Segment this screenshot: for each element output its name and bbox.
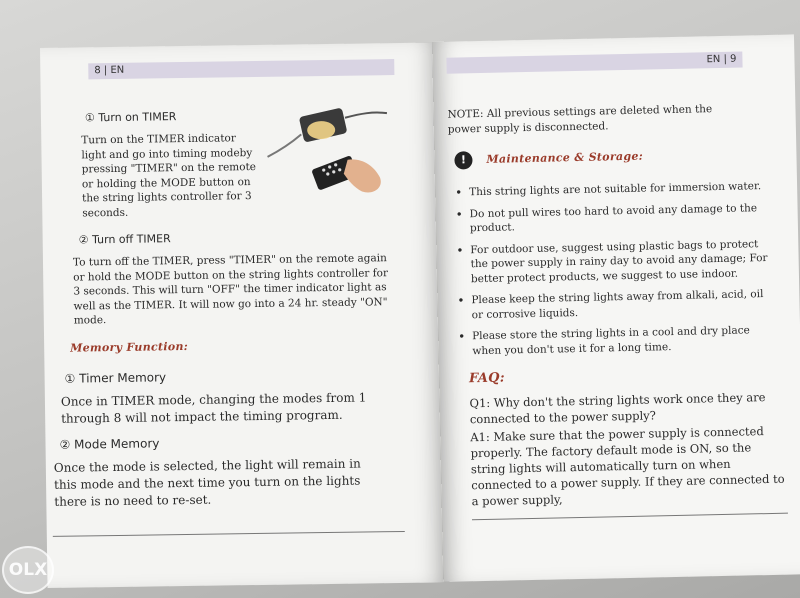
turn-off-timer-heading: ② Turn off TIMER — [78, 232, 171, 247]
left-page-number: 8 | EN — [94, 64, 125, 77]
faq-answer-1: A1: Make sure that the power supply is connected properly. The factory default mode is ON, so the string lights will automatically turn on when connected to a power supply. If they are connected to a power supply, — [470, 424, 785, 509]
turn-off-timer-text: To turn off the TIMER, press "TIMER" on the remote again or hold the MODE button on the string lights controller for 3 seconds. This will turn "OFF" the timer indicator light as well as the TIMER. It will now go into a 24 hr. steady "ON" mode. — [72, 252, 389, 327]
turn-on-timer-heading: ① Turn on TIMER — [84, 110, 177, 125]
left-page-header — [88, 59, 394, 79]
turn-on-timer-text: Turn on the TIMER indicator light and go into timing modeby pressing "TIMER" on the remote or holding the MODE button on the string lights controller for 3 seconds. — [81, 132, 257, 219]
list-item: • For outdoor use, suggest using plastic bags to protect the power supply in rainy day to avoid any damage; For better protect products, we suggest to use indoor. — [456, 236, 773, 286]
mode-memory-text: Once the mode is selected, the light will remain in this mode and the next time you turn on the lights there is no need to re-set. — [53, 456, 361, 509]
olx-watermark-logo: OLX — [2, 546, 54, 594]
right-page-number: EN | 9 — [706, 53, 737, 66]
left-page — [40, 42, 446, 588]
mode-memory-heading: ② Mode Memory — [59, 436, 160, 452]
right-page-header — [446, 52, 742, 74]
list-item: • This string lights are not suitable for immersion water. — [455, 179, 771, 200]
faq-title: FAQ: — [468, 370, 506, 387]
list-item: • Please store the string lights in a cool and dry place when you don't use it for a long time. — [458, 323, 775, 359]
right-footer-rule — [472, 513, 788, 521]
right-page — [432, 34, 800, 581]
maintenance-title: Maintenance & Storage: — [486, 149, 644, 166]
left-footer-rule — [53, 531, 405, 537]
timer-memory-heading: ① Timer Memory — [64, 370, 167, 386]
note-text: NOTE: All previous settings are deleted when the power supply is disconnected. — [447, 103, 713, 136]
list-item: • Do not pull wires too hard to avoid any damage to the product. — [455, 200, 772, 236]
maintenance-list — [455, 179, 775, 366]
remote-controller-illustration — [261, 103, 392, 205]
list-item: • Please keep the string lights away from alkali, acid, oil or corrosive liquids. — [457, 287, 774, 323]
faq-question-1: Q1: Why don't the string lights work once they are connected to the power supply? — [469, 390, 766, 427]
warning-icon: ! — [454, 151, 472, 169]
timer-memory-text: Once in TIMER mode, changing the modes from 1 through 8 will not impact the timing program. — [60, 390, 367, 426]
memory-function-title: Memory Function: — [70, 339, 189, 355]
